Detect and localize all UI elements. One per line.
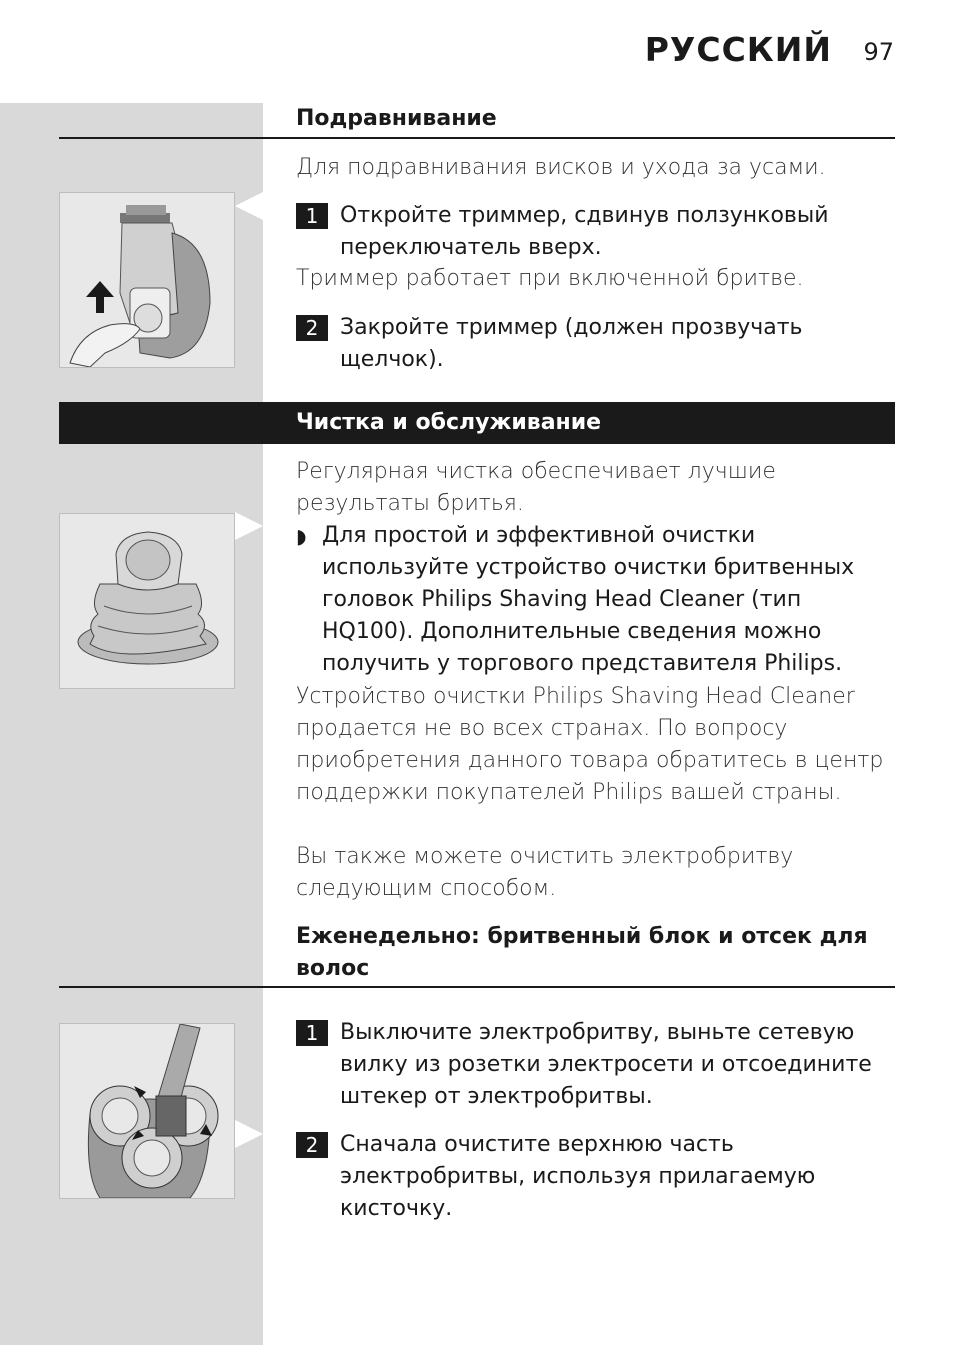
cleaner-illustration-svg (60, 514, 234, 688)
bullet-text: Для простой и эффективной очистки используйте устройство очистки бритвенных головок Philips Shaving Head Cleaner (тип HQ100). Дополнительные сведения можно получить у торгового представителя Philips. (322, 523, 855, 676)
step-number: 2 (296, 315, 328, 341)
page-number: 97 (863, 38, 894, 66)
shaver-brush-illustration (59, 1023, 235, 1199)
trimmer-illustration (59, 192, 235, 368)
section-divider (59, 137, 895, 139)
shaver-brush-illustration-svg (60, 1024, 234, 1198)
section-bar-cleaning (59, 402, 895, 444)
cleaning-bullet (296, 520, 886, 680)
weekly-step-1 (296, 1017, 886, 1113)
section-title-trimming: Подравнивание (296, 106, 497, 131)
cleaning-intro: Регулярная чистка обеспечивает лучшие результаты бритья. (296, 459, 776, 516)
illustration-pointer (235, 512, 263, 540)
section-title-weekly: Еженедельно: бритвенный блок и отсек для волос (296, 924, 868, 981)
page-language-header: РУССКИЙ (644, 30, 832, 69)
step-text: Выключите электробритву, выньте сетевую вилку из розетки электросети и отсоедините штекер от электробритвы. (340, 1020, 872, 1109)
trimmer-illustration-svg (60, 193, 234, 367)
step-text: Сначала очистите верхнюю часть электробритвы, используя прилагаемую кисточку. (340, 1132, 816, 1221)
cleaning-paragraph-2: Вы также можете очистить электробритву следующим способом. (296, 844, 794, 901)
step-number: 1 (296, 203, 328, 229)
trimming-intro: Для подравнивания висков и ухода за усами. (296, 155, 826, 180)
section-title-cleaning: Чистка и обслуживание (296, 410, 602, 435)
trimming-step-1 (296, 200, 886, 264)
cleaner-illustration (59, 513, 235, 689)
illustration-pointer (235, 192, 263, 220)
step-number: 2 (296, 1132, 328, 1158)
bullet-icon: ◗ (296, 524, 307, 548)
illustration-pointer (235, 1120, 263, 1148)
arrow-up-icon (86, 281, 114, 313)
step-text: Откройте триммер, сдвинув ползунковый переключатель вверх. (340, 203, 829, 260)
step-number: 1 (296, 1020, 328, 1046)
trimming-note: Триммер работает при включенной бритве. (296, 266, 804, 291)
step-text: Закройте триммер (должен прозвучать щелчок). (340, 315, 803, 372)
section-divider (59, 986, 895, 988)
cleaning-paragraph-1: Устройство очистки Philips Shaving Head Cleaner продается не во всех странах. По вопросу приобретения данного товара обратитесь в центр поддержки покупателей Philips вашей страны. (296, 684, 884, 805)
weekly-step-2 (296, 1129, 886, 1225)
trimming-step-2 (296, 312, 886, 376)
